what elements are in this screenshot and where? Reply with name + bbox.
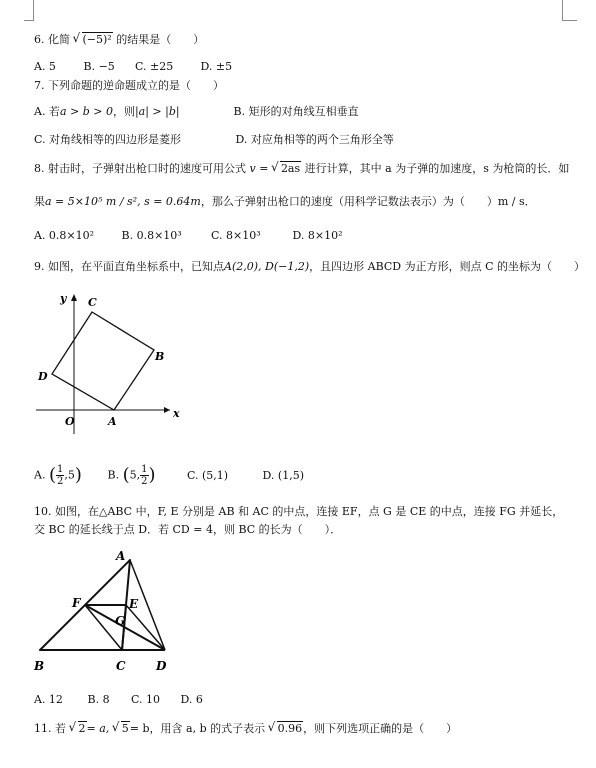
option-d[interactable]: D. 6	[180, 693, 203, 706]
point-label-a: A	[108, 415, 117, 428]
question-10-line2: 交 BC 的延长线于点 D．若 CD = 4，则 BC 的长为（ ）．	[34, 523, 342, 536]
point-label-b: B	[34, 659, 45, 673]
question-11-stem: 11. 若 √ 2= a, √ 5= b，用含 a, b 的式子表示 √ 0.96，则下列选项正确的是（ ）	[34, 722, 457, 736]
segment-ed	[126, 605, 165, 650]
x-axis-arrow	[164, 407, 170, 413]
option-b[interactable]: B. (5, $\frac{1}{2}$ )	[107, 464, 156, 487]
sqrt-expression: √ 2as	[272, 162, 301, 176]
option-c[interactable]: C. 10	[131, 693, 161, 706]
point-label-a: A	[116, 549, 126, 563]
crop-mark-top-right	[562, 0, 577, 21]
fraction: $\frac{1}{2}$	[141, 464, 148, 487]
question-7-stem: 7. 下列命题的逆命题成立的是（ ）	[34, 79, 224, 92]
option-b[interactable]: B. 8	[87, 693, 110, 706]
fraction: $\frac{1}{2}$	[56, 464, 64, 487]
question-6-stem: 6. 化简 √ (−5)² 的结果是（ ）	[34, 33, 204, 47]
question-8-options	[34, 229, 343, 243]
option-d[interactable]: D. 对应角相等的两个三角形全等	[235, 133, 394, 146]
point-label-o: O	[65, 415, 75, 428]
axis-label-x: x	[173, 407, 180, 420]
point-label-e: E	[129, 597, 139, 611]
question-7-options-row2	[34, 133, 394, 147]
y-axis-arrow	[71, 294, 77, 301]
axis-label-y: y	[60, 292, 67, 305]
option-d[interactable]: D. (1,5)	[262, 468, 304, 482]
question-9-stem: 9. 如图，在平面直角坐标系中，已知点A(2,0), D(−1,2)，且四边形 ABCD 为正方形，则点 C 的坐标为（ ）	[34, 260, 586, 273]
question-8-line1: 8. 射击时，子弹射出枪口时的速度可用公式 v = √ 2as 进行计算，其中 a 为子弹的加速度，s 为枪筒的长．如	[34, 162, 569, 176]
option-a[interactable]: A. 12	[34, 693, 63, 706]
point-label-g: G	[115, 614, 126, 628]
triangle-figure	[30, 546, 180, 678]
option-b[interactable]: B. 矩形的对角线互相垂直	[233, 105, 359, 118]
option-b[interactable]: B. −5	[83, 60, 115, 73]
question-7-options-row1	[34, 105, 359, 119]
sqrt-expression: √ 5	[113, 722, 130, 736]
sqrt-expression: √ 2	[70, 722, 87, 736]
option-a[interactable]: A. 5	[34, 60, 56, 73]
option-c[interactable]: C. 8×10³	[211, 229, 261, 242]
option-c[interactable]: C. (5,1)	[187, 468, 229, 482]
question-6-options	[34, 60, 232, 74]
option-a[interactable]: A. 0.8×10²	[34, 229, 95, 242]
sqrt-expression: √ (−5)²	[74, 33, 113, 47]
question-9-options	[34, 464, 304, 487]
point-label-c: C	[116, 659, 126, 673]
option-d[interactable]: D. ±5	[200, 60, 233, 73]
question-8-line2: 果a = 5×10⁵ m / s², s = 0.64m，那么子弹射出枪口的速度（用科学记数法表示）为（ ）m / s．	[34, 195, 536, 208]
crop-mark-top-left	[24, 0, 34, 21]
option-c[interactable]: C. ±25	[135, 60, 174, 73]
option-d[interactable]: D. 8×10²	[292, 229, 343, 242]
point-label-b: B	[155, 350, 165, 363]
sqrt-expression: √ 0.96	[269, 722, 304, 736]
option-a[interactable]: A. 若a > b > 0，则|a| > |b|	[34, 105, 180, 118]
option-c[interactable]: C. 对角线相等的四边形是菱形	[34, 133, 182, 146]
point-label-c: C	[88, 296, 97, 309]
question-10-line1: 10. 如图，在△ABC 中，F, E 分别是 AB 和 AC 的中点，连接 EF，点 G 是 CE 的中点，连接 FG 并延长，	[34, 505, 564, 518]
square-coordinate-figure	[30, 288, 180, 438]
square-abcd	[52, 312, 154, 410]
option-a[interactable]: A. ( $\frac{1}{2}$ ,5)	[34, 464, 82, 487]
point-label-d: D	[156, 659, 167, 673]
point-label-f: F	[72, 596, 81, 610]
question-10-options	[34, 693, 203, 707]
option-b[interactable]: B. 0.8×10³	[121, 229, 182, 242]
point-label-d: D	[38, 370, 48, 383]
